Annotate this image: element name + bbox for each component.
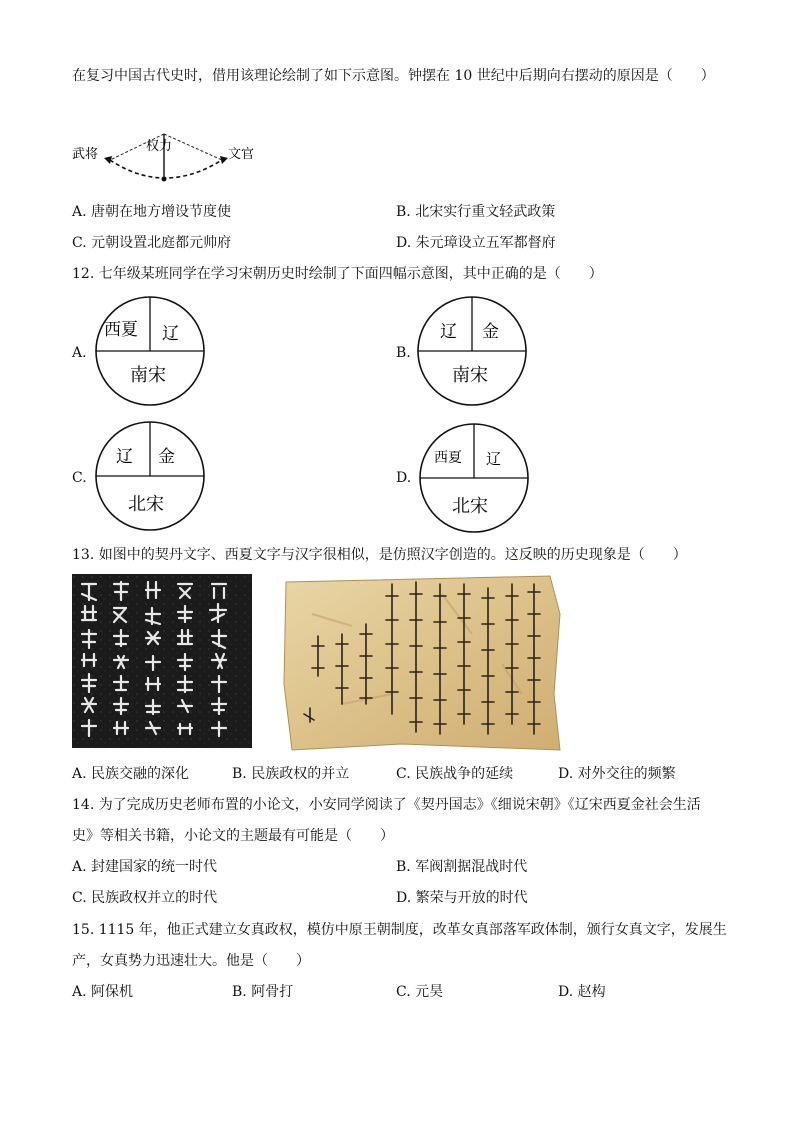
q14-option-c[interactable]: C. 民族政权并立的时代 [72,890,218,906]
q11-option-a[interactable]: A. 唐朝在地方增设节度使 [72,204,232,220]
q15-option-a[interactable]: A. 阿保机 [72,984,134,1000]
q12-a-bottom: 南宋 [130,365,166,386]
q13-stem: 13. 如图中的契丹文字、西夏文字与汉字很相似，是仿照汉字创造的。这反映的历史现象是（ ） [72,547,687,563]
q12-label-d[interactable]: D. [396,470,412,486]
q11-option-b[interactable]: B. 北宋实行重文轻武政策 [396,204,556,220]
q14-stem-line2: 史》等相关书籍，小论文的主题最有可能是（ ） [72,828,394,844]
khitan-script-rubbing-image [72,574,252,748]
q13-option-b[interactable]: B. 民族政权的并立 [232,766,350,782]
diagram-left-label: 武将 [72,147,99,162]
diagram-center-label: 权力 [146,139,173,154]
q12-circle-a [94,295,206,407]
q13-option-a[interactable]: A. 民族交融的深化 [72,766,190,782]
q12-a-top-right: 辽 [162,324,179,344]
q12-d-top-right: 辽 [486,450,502,468]
pendulum-diagram [72,130,272,190]
q12-label-a[interactable]: A. [72,345,87,361]
q11-stem: 在复习中国古代史时，借用该理论绘制了如下示意图。钟摆在 10 世纪中后期向右摆动的原因是（ ） [72,68,715,84]
q12-circle-b [416,295,528,407]
q13-option-d[interactable]: D. 对外交往的频繁 [558,766,676,782]
q12-label-b[interactable]: B. [396,345,411,361]
q12-d-top-left: 西夏 [434,450,462,466]
tangut-manuscript-image [282,574,562,752]
q11-option-c[interactable]: C. 元朝设置北庭都元帅府 [72,235,232,251]
q15-stem-line2: 产，女真势力迅速壮大。他是（ ） [72,953,310,969]
q12-c-top-right: 金 [158,447,175,467]
q12-circle-c [94,420,206,532]
q12-stem: 12. 七年级某班同学在学习宋朝历史时绘制了下面四幅示意图，其中正确的是（ ） [72,266,603,282]
q14-option-b[interactable]: B. 军阀割据混战时代 [396,859,528,875]
q14-option-a[interactable]: A. 封建国家的统一时代 [72,859,218,875]
q13-option-c[interactable]: C. 民族战争的延续 [396,766,514,782]
q12-c-bottom: 北宋 [128,494,164,515]
q14-option-d[interactable]: D. 繁荣与开放的时代 [396,890,528,906]
q12-b-top-left: 辽 [440,322,457,342]
q12-circle-d [418,422,530,534]
q15-option-c[interactable]: C. 元昊 [396,984,444,1000]
q12-b-bottom: 南宋 [452,365,488,386]
q12-label-c[interactable]: C. [72,470,87,486]
q11-option-d[interactable]: D. 朱元璋设立五军都督府 [396,235,556,251]
q12-c-top-left: 辽 [116,447,133,467]
q12-a-top-left: 西夏 [104,320,138,340]
diagram-right-label: 文官 [228,147,255,162]
q12-d-bottom: 北宋 [452,496,488,517]
q12-b-top-right: 金 [482,322,499,342]
q15-stem-line1: 15. 1115 年，他正式建立女真政权，模仿中原王朝制度，改革女真部落军政体制，颁行女真文字，发展生 [72,922,727,938]
q15-option-d[interactable]: D. 赵构 [558,984,606,1000]
q14-stem-line1: 14. 为了完成历史老师布置的小论文，小安同学阅读了《契丹国志》《细说宋朝》《辽宋西夏金社会生活 [72,797,701,813]
q15-option-b[interactable]: B. 阿骨打 [232,984,294,1000]
